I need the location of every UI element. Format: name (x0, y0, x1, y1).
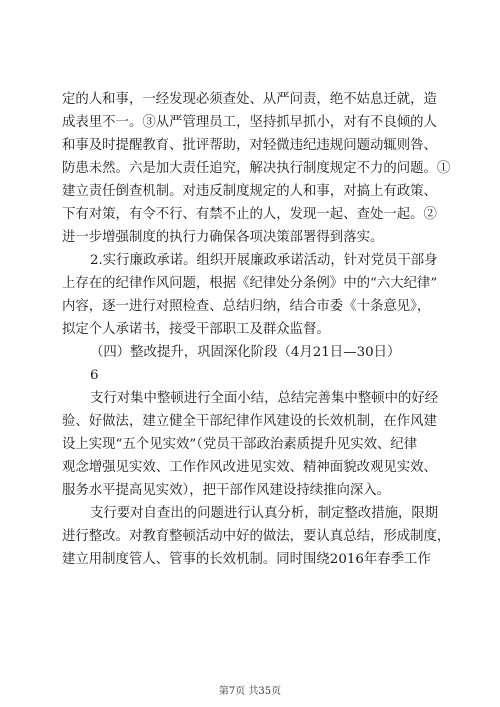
text-line: 防患未然。六是加大责任追究，解决执行制度规定不力的问题。① (62, 161, 451, 176)
stray-number: 6 (90, 368, 99, 383)
paragraph-start-line: 支行要对自查出的问题进行认真分析，制定整改措施，限期 (90, 506, 439, 521)
text-line: 内容，逐一进行对照检查、总结归纳，结合市委《十条意见》， (62, 299, 431, 314)
text-line: 拟定个人承诺书，接受干部职工及群众监督。 (62, 322, 330, 337)
section-heading: （四）整改提升，巩固深化阶段（4月21日—30日） (90, 345, 401, 360)
text-line: 进行整改。对教育整顿活动中好的做法，要认真总结，形成制度， (62, 529, 451, 544)
text-line: 下有对策，有令不行、有禁不止的人，发现一起、查处一起。② (62, 207, 437, 222)
text-line: 进一步增强制度的执行力确保各项决策部署得到落实。 (62, 230, 384, 245)
text-line: 服务水平提高见实效），把干部作风建设持续推向深入。 (62, 483, 391, 498)
text-line: 建立责任倒查机制。对违反制度规定的人和事，对搞上有政策、 (62, 184, 437, 199)
document-body (62, 88, 451, 571)
paragraph-start-line: 2.实行廉政承诺。组织开展廉政承诺活动，针对党员干部身 (90, 253, 438, 268)
text-line: 上存在的纪律作风问题，根据《纪律处分条例》中的“六大纪律” (62, 276, 438, 291)
page-number-footer: 第7页 共35页 (218, 686, 282, 697)
text-line: 成表里不一。③从严管理员工，坚持抓早抓小，对有不良倾的人 (62, 115, 437, 130)
text-line: 验、好做法，建立健全干部纪律作风建设的长效机制，在作风建 (62, 414, 437, 429)
text-line: 设上实现“五个见实效”（党员干部政治素质提升见实效、纪律 (62, 437, 418, 452)
text-line: 和事及时提醒教育、批评帮助，对轻微违纪违规问题动辄则咎、 (62, 138, 437, 153)
text-line: 建立用制度管人、管事的长效机制。同时围绕2016年春季工作 (62, 552, 431, 567)
text-line: 定的人和事，一经发现必须查处、从严问责，绝不姑息迁就，造 (62, 92, 437, 107)
text-line: 观念增强见实效、工作作风改进见实效、精神面貌改观见实效、 (62, 460, 437, 475)
paragraph-start-line: 支行对集中整顿进行全面小结，总结完善集中整顿中的好经 (90, 391, 439, 406)
